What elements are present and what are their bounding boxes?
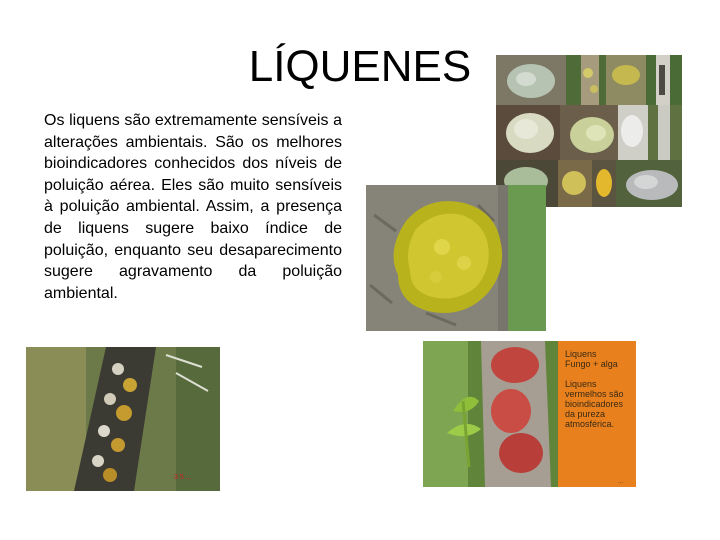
body-paragraph: Os liquens são extremamente sensíveis a alterações ambientais. São os melhores bioindicadores conhecidos dos níveis de poluição aérea. Eles são muito sensíveis à poluição ambiental. Assim, a presença de liquens sugere baixo índice de poluição, enquanto seu desaparecimento sugere agravamento da poluição ambiental. [44, 112, 342, 302]
red-lichen-on-tree-trunk-photo [423, 341, 558, 487]
lichen-covered-branch-photo [26, 347, 220, 491]
caption-mark: ... [618, 479, 624, 485]
slide-title: LÍQUENES [248, 42, 472, 91]
yellow-lichen-on-bark-photo [366, 185, 546, 331]
photo-stamp: 3 5 ... [174, 474, 192, 481]
caption-subtitle: Fungo + alga [565, 359, 618, 369]
caption-box [558, 341, 636, 487]
caption-text: Liquens vermelhos são bioindicadores da pureza atmosférica. [565, 379, 624, 429]
caption-title: Liquens [565, 349, 597, 359]
